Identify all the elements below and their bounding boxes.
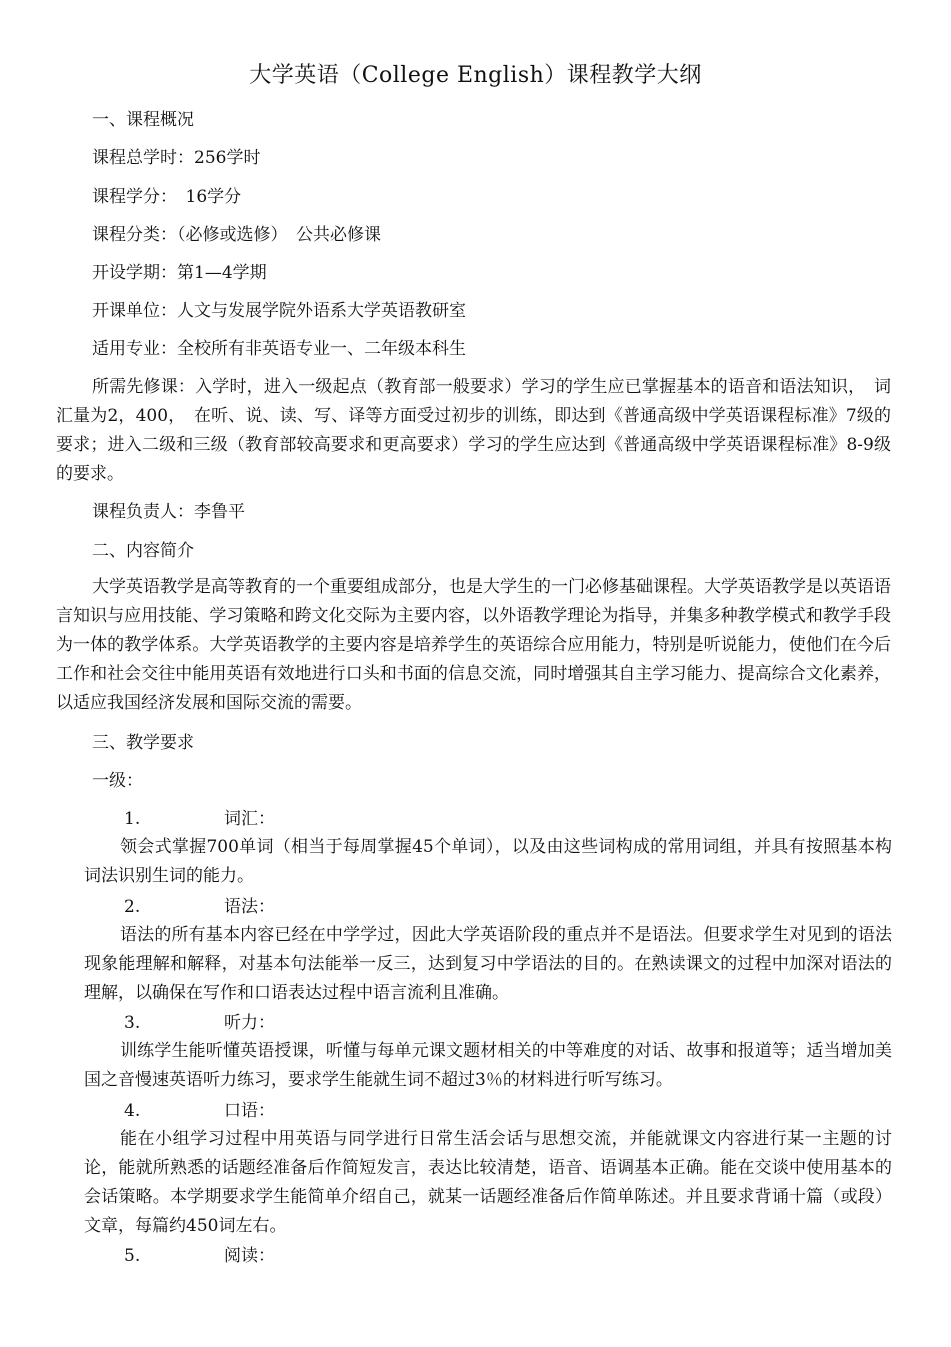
item-text: 能在小组学习过程中用英语与同学进行日常生活会话与思想交流，并能就课文内容进行某一主题的讨论，能就所熟悉的话题经准备后作简短发言，表达比较清楚，语音、语调基本正确。能在交谈中使用基本的会话策略。本学期要求学生能简单介绍自己，就某一话题经准备后作简单陈述。并且要求背诵十篇（或段）文章，每篇约450词左右。 — [84, 1129, 892, 1236]
level-one-label: 一级： — [92, 771, 143, 791]
item-label: 语法： — [224, 897, 275, 917]
item-heading — [124, 895, 275, 919]
teaching-unit: 开课单位：人文与发展学院外语系大学英语教研室 — [92, 301, 466, 321]
item-heading — [124, 1099, 275, 1123]
item-number: 2. — [124, 897, 141, 917]
item-number: 4. — [124, 1101, 141, 1121]
course-leader: 课程负责人：李鲁平 — [92, 502, 245, 522]
intro-paragraph: 大学英语教学是高等教育的一个重要组成部分，也是大学生的一门必修基础课程。大学英语教学是以英语语言知识与应用技能、学习策略和跨文化交际为主要内容，以外语教学理论为指导，并集多种教学模式和教学手段为一体的教学体系。大学英语教学的主要内容是培养学生的英语综合应用能力，特别是听说能力，使他们在今后工作和社会交往中能用英语有效地进行口头和书面的信息交流，同时增强其自主学习能力、提高综合文化素养，以适应我国经济发展和国际交流的需要。 — [56, 577, 891, 713]
section-heading-overview: 一、课程概况 — [92, 110, 194, 130]
course-category: 课程分类：（必修或选修） 公共必修课 — [92, 225, 381, 245]
total-hours: 课程总学时：256学时 — [92, 148, 261, 168]
section-heading-requirements: 三、教学要求 — [92, 733, 194, 753]
item-label: 词汇： — [224, 809, 275, 829]
section-heading-intro: 二、内容简介 — [92, 541, 194, 561]
credits: 课程学分： 16学分 — [92, 187, 242, 207]
item-number: 1. — [124, 809, 141, 829]
item-label: 阅读： — [224, 1246, 275, 1266]
item-label: 口语： — [224, 1101, 275, 1121]
item-text: 训练学生能听懂英语授课，听懂与每单元课文题材相关的中等难度的对话、故事和报道等；适当增加美国之音慢速英语听力练习，要求学生能就生词不超过3％的材料进行听写练习。 — [84, 1041, 892, 1090]
item-heading — [124, 1244, 275, 1268]
item-number: 3. — [124, 1013, 141, 1033]
item-label: 听力： — [224, 1013, 275, 1033]
semester: 开设学期：第1—4学期 — [92, 263, 267, 283]
prerequisite-paragraph: 所需先修课：入学时，进入一级起点（教育部一般要求）学习的学生应已掌握基本的语音和语法知识， 词汇量为2，400， 在听、说、读、写、译等方面受过初步的训练，即达到《普通高级中学英语课程标准》7级的要求；进入二级和三级（教育部较高要求和更高要求）学习的学生应达到《普通高级中学英语课程标准》8-9级的要求。 — [56, 377, 891, 484]
item-heading — [124, 1011, 275, 1035]
item-number: 5. — [124, 1246, 141, 1266]
item-text: 领会式掌握700单词（相当于每周掌握45个单词），以及由这些词构成的常用词组，并具有按照基本构词法识别生词的能力。 — [84, 837, 892, 886]
applicable-majors: 适用专业：全校所有非英语专业一、二年级本科生 — [92, 339, 466, 359]
item-text: 语法的所有基本内容已经在中学学过，因此大学英语阶段的重点并不是语法。但要求学生对见到的语法现象能理解和解释，对基本句法能举一反三，达到复习中学语法的目的。在熟读课文的过程中加深对语法的理解，以确保在写作和口语表达过程中语言流利且准确。 — [84, 925, 892, 1003]
document-title: 大学英语（College English）课程教学大纲 — [249, 63, 702, 88]
item-heading — [124, 807, 275, 831]
